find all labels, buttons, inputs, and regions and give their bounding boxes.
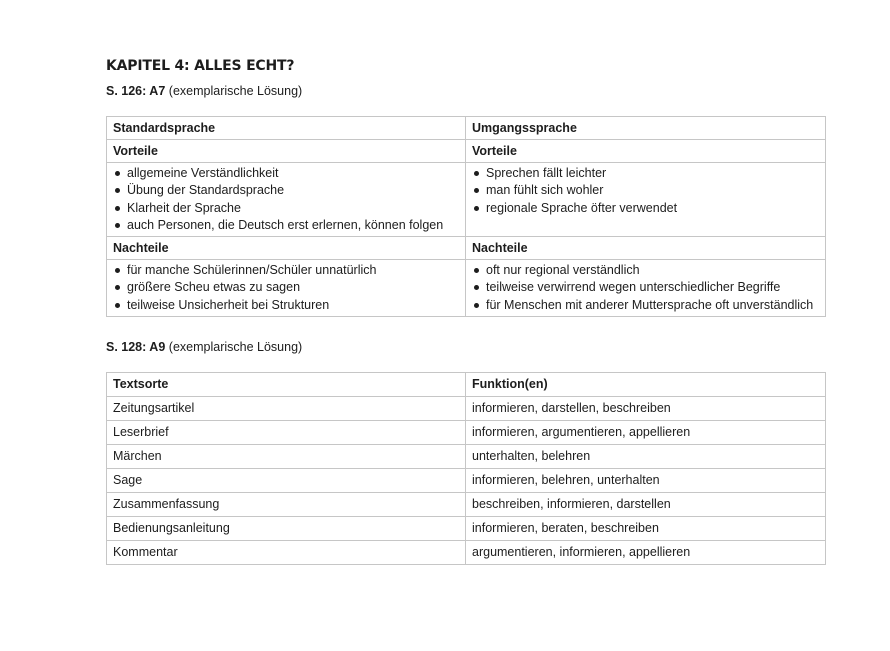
- list-item: allgemeine Verständlichkeit: [113, 165, 459, 182]
- cell-textsorte: Sage: [107, 469, 466, 493]
- list-umg-vorteile: [472, 165, 819, 217]
- list-item: auch Personen, die Deutsch erst erlernen, können folgen: [113, 217, 459, 234]
- cell-funktion: informieren, argumentieren, appellieren: [466, 421, 826, 445]
- cell-umg-vorteile: [466, 163, 826, 237]
- list-item: teilweise Unsicherheit bei Strukturen: [113, 297, 459, 314]
- cell-textsorte: Märchen: [107, 445, 466, 469]
- cell-textsorte: Zusammenfassung: [107, 493, 466, 517]
- table-row: [107, 469, 826, 493]
- table-row: [107, 421, 826, 445]
- page: [106, 56, 825, 565]
- task-2-ref: S. 128: A9: [106, 340, 166, 355]
- cell-std-vorteile: [107, 163, 466, 237]
- comparison-table: [106, 116, 826, 317]
- cell-funktion: informieren, darstellen, beschreiben: [466, 397, 826, 421]
- list-item: man fühlt sich wohler: [472, 182, 819, 199]
- subheader-nachteile-umg: Nachteile: [466, 237, 826, 260]
- task-2-note: (exemplarische Lösung): [168, 340, 303, 355]
- header-funktionen: Funktion(en): [466, 373, 826, 397]
- table-row: [107, 493, 826, 517]
- task-1-line: [106, 82, 825, 100]
- cell-funktion: informieren, beraten, beschreiben: [466, 517, 826, 541]
- cell-funktion: beschreiben, informieren, darstellen: [466, 493, 826, 517]
- subheader-vorteile-umg: Vorteile: [466, 140, 826, 163]
- subheader-nachteile-std: Nachteile: [107, 237, 466, 260]
- page-title: KAPITEL 4: ALLES ECHT?: [106, 58, 295, 74]
- list-item: für Menschen mit anderer Muttersprache oft unverständlich: [472, 297, 819, 314]
- cell-funktion: unterhalten, belehren: [466, 445, 826, 469]
- textsorten-table: [106, 372, 826, 565]
- subheader-vorteile-std: Vorteile: [107, 140, 466, 163]
- list-item: größere Scheu etwas zu sagen: [113, 279, 459, 296]
- cell-textsorte: Zeitungsartikel: [107, 397, 466, 421]
- list-item: teilweise verwirrend wegen unterschiedlicher Begriffe: [472, 279, 819, 296]
- table-row: [107, 517, 826, 541]
- list-item: für manche Schülerinnen/Schüler unnatürlich: [113, 262, 459, 279]
- header-standardsprache: Standardsprache: [107, 117, 466, 140]
- table-row: [107, 541, 826, 565]
- task-1-ref: S. 126: A7: [106, 84, 166, 98]
- cell-funktion: argumentieren, informieren, appellieren: [466, 541, 826, 565]
- list-umg-nachteile: [472, 262, 819, 314]
- cell-umg-nachteile: [466, 260, 826, 317]
- cell-std-nachteile: [107, 260, 466, 317]
- header-umgangssprache: Umgangssprache: [466, 117, 826, 140]
- cell-textsorte: Bedienungsanleitung: [107, 517, 466, 541]
- list-item: regionale Sprache öfter verwendet: [472, 200, 819, 217]
- table-row: [107, 445, 826, 469]
- task-2-line: [106, 338, 825, 356]
- cell-textsorte: Kommentar: [107, 541, 466, 565]
- list-item: Klarheit der Sprache: [113, 200, 459, 217]
- task-1-note: (exemplarische Lösung): [168, 84, 303, 98]
- cell-funktion: informieren, belehren, unterhalten: [466, 469, 826, 493]
- list-item: Sprechen fällt leichter: [472, 165, 819, 182]
- list-std-vorteile: [113, 165, 459, 234]
- list-item: Übung der Standardsprache: [113, 182, 459, 199]
- list-item: oft nur regional verständlich: [472, 262, 819, 279]
- cell-textsorte: Leserbrief: [107, 421, 466, 445]
- list-std-nachteile: [113, 262, 459, 314]
- header-textsorte: Textsorte: [107, 373, 466, 397]
- table-row: [107, 397, 826, 421]
